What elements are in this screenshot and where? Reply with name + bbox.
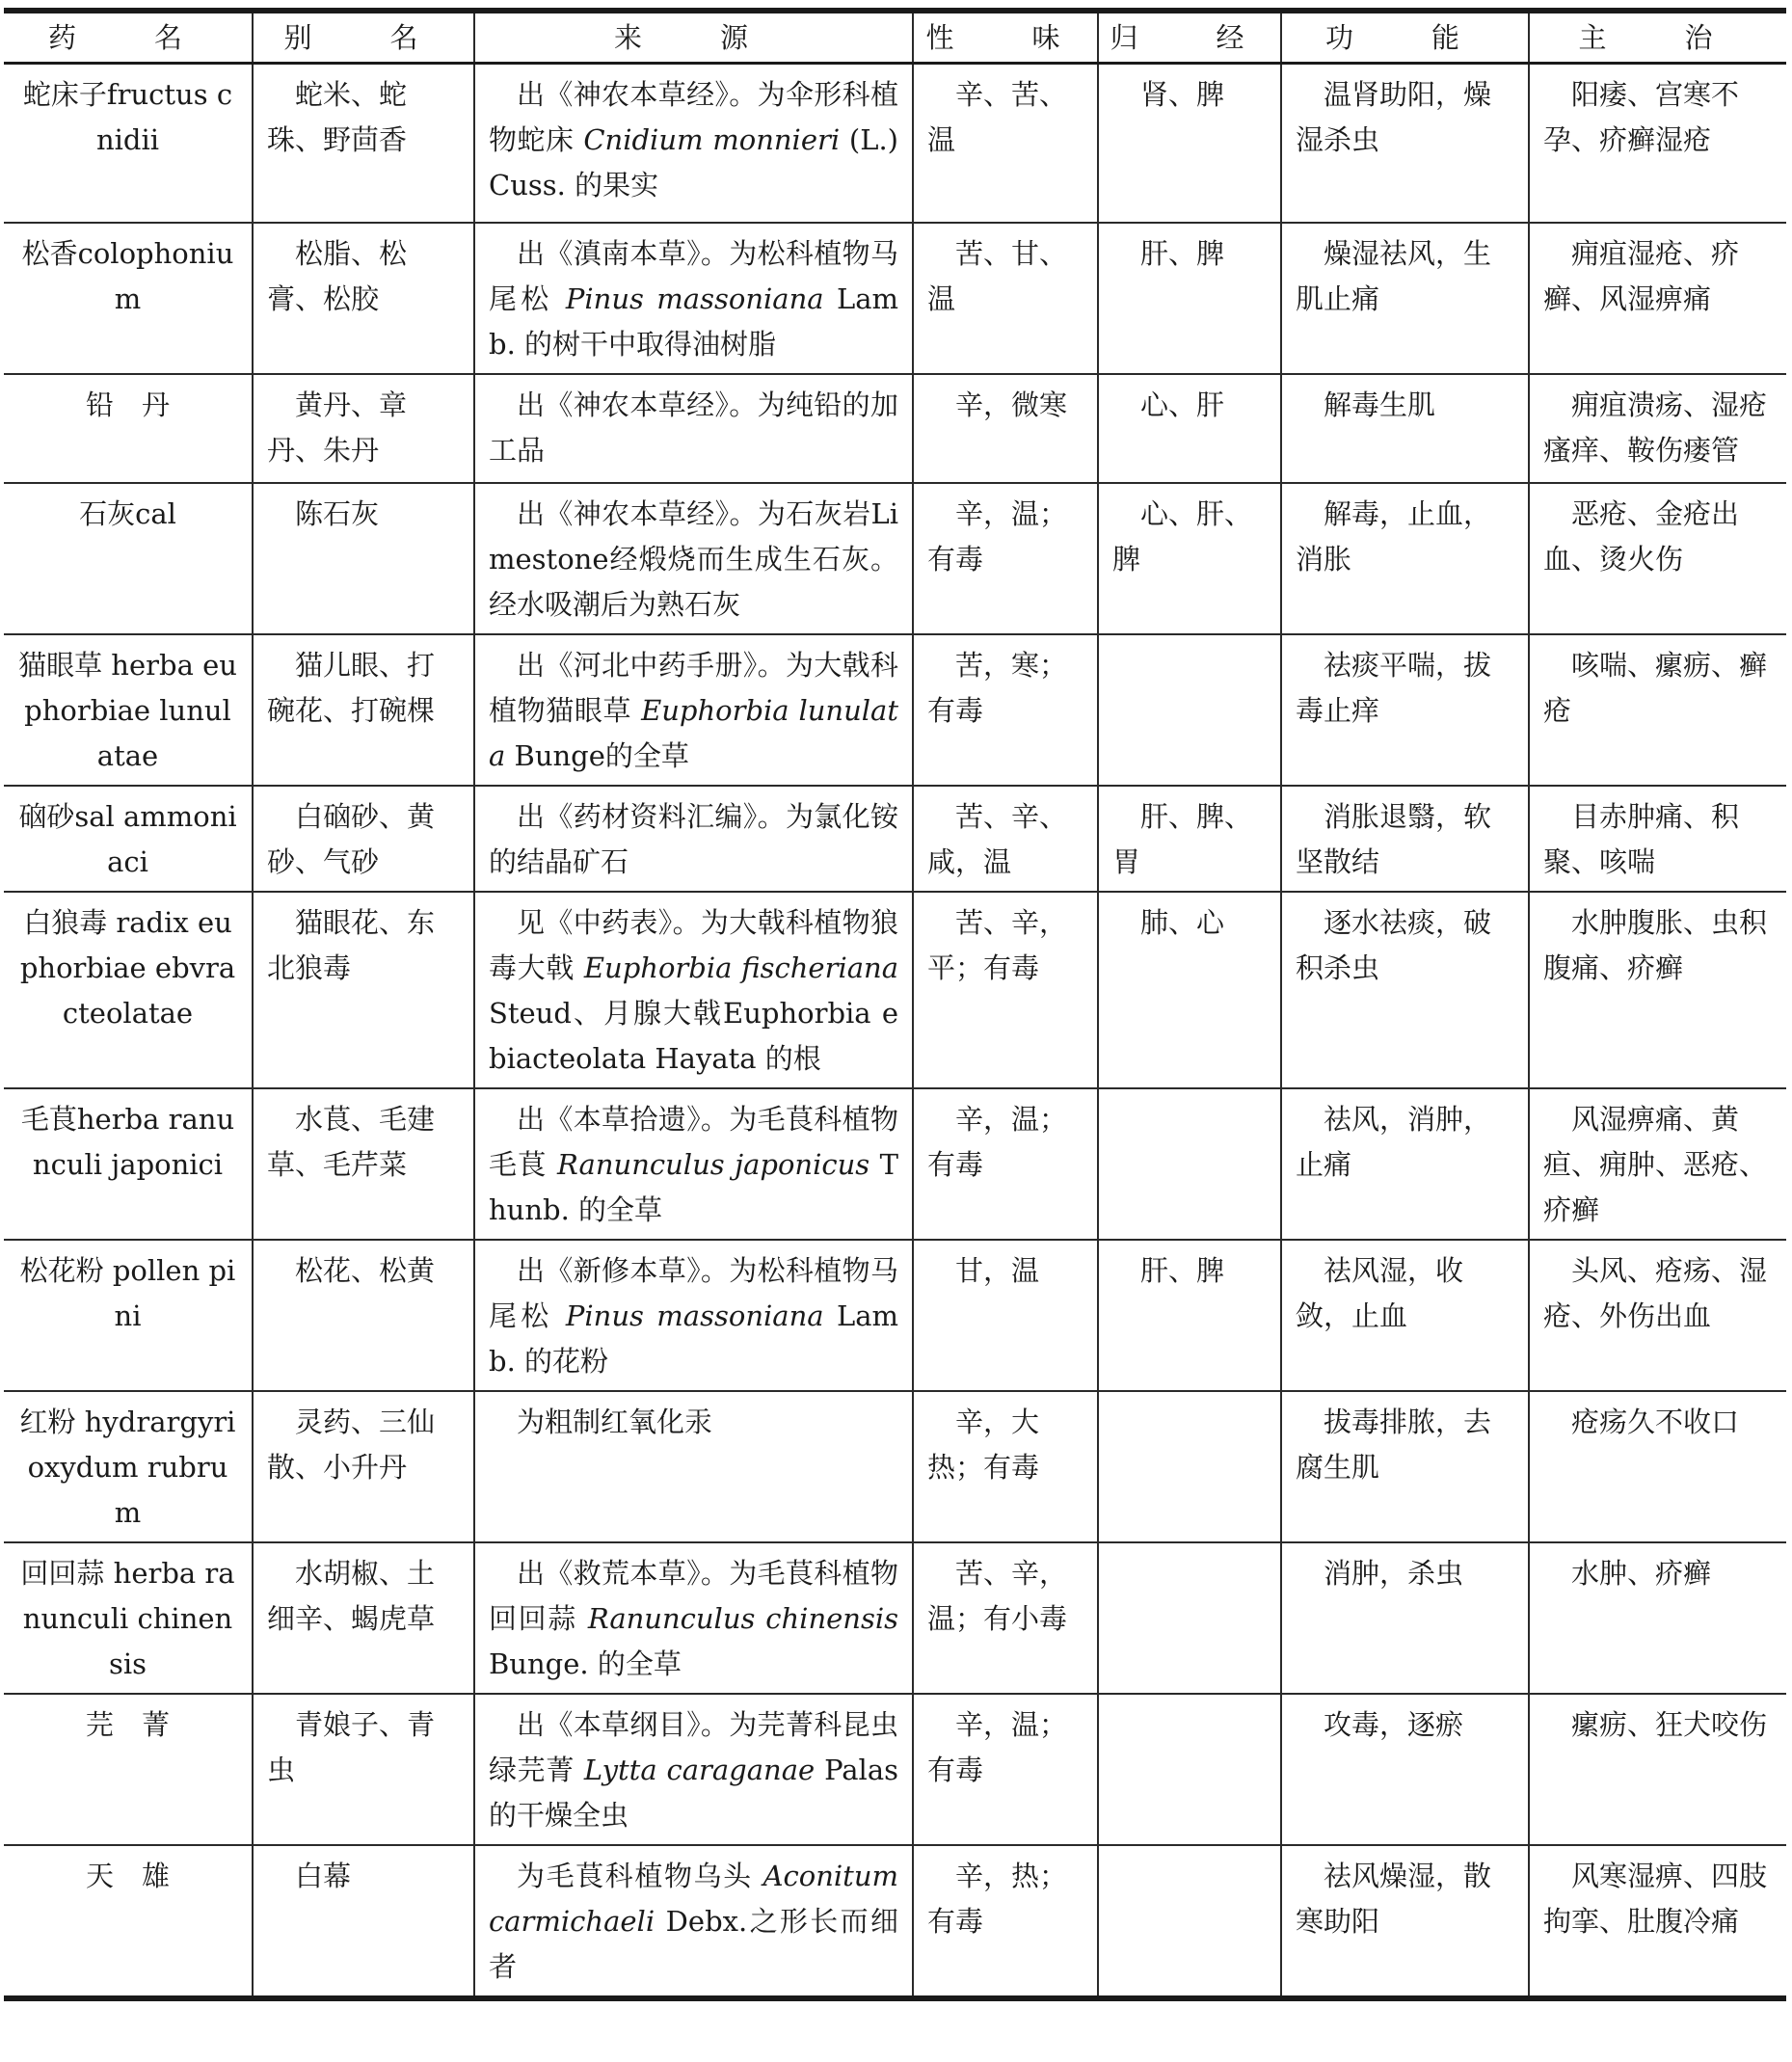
- herb-name-cell: 铅 丹: [4, 374, 253, 483]
- function-cell: 祛痰平喘，拔毒止痒: [1281, 634, 1529, 786]
- header-indication: 主 治: [1529, 11, 1786, 64]
- function-cell: 温肾助阳，燥湿杀虫: [1281, 64, 1529, 223]
- herb-name-cell: 红粉 hydrargyri oxydum rubrum: [4, 1391, 253, 1542]
- source-cell: [474, 1391, 913, 1542]
- meridian-cell: [1098, 1694, 1281, 1845]
- function-cell: 解毒生肌: [1281, 374, 1529, 483]
- indication-cell: 咳喘、瘰疬、癣疮: [1529, 634, 1786, 786]
- taste-cell: 辛，温；有毒: [913, 1088, 1098, 1240]
- meridian-cell: 肝、脾: [1098, 1240, 1281, 1391]
- source-post-text: Lamb. 的花粉: [489, 1299, 899, 1378]
- herb-name-cell: 石灰cal: [4, 483, 253, 634]
- source-pre-text: 出《新修本草》。为松科植物马尾松: [489, 1253, 898, 1332]
- indication-cell: 恶疮、金疮出血、烫火伤: [1529, 483, 1786, 634]
- table-row: [4, 483, 1786, 634]
- meridian-cell: [1098, 1391, 1281, 1542]
- header-meridian: 归 经: [1098, 11, 1281, 64]
- function-cell: 攻毒，逐瘀: [1281, 1694, 1529, 1845]
- herb-name-cell: 天 雄: [4, 1845, 253, 1998]
- herb-name-cell: 回回蒜 herba ranunculi chinensis: [4, 1542, 253, 1694]
- table-row: [4, 634, 1786, 786]
- taste-cell: 苦、辛、咸，温: [913, 786, 1098, 892]
- source-latin-text: Aconitum carmichaeli: [489, 1859, 898, 1938]
- herb-name-cell: 硇砂sal ammoniaci: [4, 786, 253, 892]
- source-cell: [474, 1845, 913, 1998]
- header-row: [4, 11, 1786, 64]
- source-latin-text: Cnidium monnieri: [583, 123, 841, 156]
- table-row: [4, 223, 1786, 374]
- header-name: 药 名: [4, 11, 253, 64]
- herb-name-cell: 蛇床子fructus cnidii: [4, 64, 253, 223]
- alias-cell: 蛇米、蛇珠、野茴香: [253, 64, 474, 223]
- herb-name-cell: 松花粉 pollen pini: [4, 1240, 253, 1391]
- taste-cell: 苦，寒；有毒: [913, 634, 1098, 786]
- source-cell: [474, 1542, 913, 1694]
- table-row: [4, 892, 1786, 1088]
- alias-cell: 灵药、三仙散、小升丹: [253, 1391, 474, 1542]
- taste-cell: 辛、苦、温: [913, 64, 1098, 223]
- indication-cell: 头风、疮疡、湿疮、外伤出血: [1529, 1240, 1786, 1391]
- meridian-cell: [1098, 1845, 1281, 1998]
- source-latin-text: Euphorbia lunulata: [489, 693, 898, 772]
- source-cell: [474, 223, 913, 374]
- source-pre-text: 出《滇南本草》。为松科植物马尾松: [489, 236, 898, 315]
- source-latin-text: Pinus massoniana: [565, 281, 824, 315]
- header-alias: 别 名: [253, 11, 474, 64]
- source-cell: [474, 483, 913, 634]
- meridian-cell: [1098, 1542, 1281, 1694]
- source-cell: [474, 1694, 913, 1845]
- table-row: [4, 374, 1786, 483]
- table-row: [4, 1845, 1786, 1998]
- indication-cell: 风湿痹痛、黄疸、痈肿、恶疮、疥癣: [1529, 1088, 1786, 1240]
- meridian-cell: [1098, 1088, 1281, 1240]
- meridian-cell: 心、肝、脾: [1098, 483, 1281, 634]
- herb-name-cell: 白狼毒 radix euphorbiae ebvracteolatae: [4, 892, 253, 1088]
- meridian-cell: 肺、心: [1098, 892, 1281, 1088]
- indication-cell: 目赤肿痛、积聚、咳喘: [1529, 786, 1786, 892]
- source-cell: [474, 634, 913, 786]
- table-row: [4, 1240, 1786, 1391]
- table-row: [4, 1542, 1786, 1694]
- source-pre-text: 出《本草拾遗》。为毛茛科植物毛茛: [489, 1102, 898, 1181]
- function-cell: 祛风湿，收敛，止血: [1281, 1240, 1529, 1391]
- alias-cell: 猫眼花、东北狼毒: [253, 892, 474, 1088]
- source-cell: [474, 786, 913, 892]
- source-pre-text: 为毛茛科植物乌头: [517, 1859, 753, 1892]
- function-cell: 消胀退翳，软坚散结: [1281, 786, 1529, 892]
- table-row: [4, 1694, 1786, 1845]
- taste-cell: 甘，温: [913, 1240, 1098, 1391]
- source-latin-text: Lytta caraganae: [583, 1753, 816, 1786]
- meridian-cell: [1098, 634, 1281, 786]
- function-cell: 解毒，止血，消胀: [1281, 483, 1529, 634]
- source-cell: [474, 1240, 913, 1391]
- source-cell: [474, 1088, 913, 1240]
- source-cell: [474, 374, 913, 483]
- source-pre-text: 出《神农本草经》。为石灰岩Limestone经煅烧而生成生石灰。经水吸潮后为熟石灰: [489, 496, 898, 621]
- meridian-cell: 肝、脾: [1098, 223, 1281, 374]
- indication-cell: 瘰疬、狂犬咬伤: [1529, 1694, 1786, 1845]
- herb-name-cell: 猫眼草 herba euphorbiae lunulatae: [4, 634, 253, 786]
- indication-cell: 水肿腹胀、虫积腹痛、疥癣: [1529, 892, 1786, 1088]
- source-cell: [474, 892, 913, 1088]
- source-pre-text: 出《神农本草经》。为纯铅的加工品: [489, 388, 898, 467]
- function-cell: 祛风，消肿，止痛: [1281, 1088, 1529, 1240]
- source-pre-text: 出《河北中药手册》。为大戟科植物猫眼草: [489, 648, 898, 727]
- alias-cell: 猫儿眼、打碗花、打碗棵: [253, 634, 474, 786]
- function-cell: 燥湿祛风，生肌止痛: [1281, 223, 1529, 374]
- source-pre-text: 出《药材资料汇编》。为氯化铵的结晶矿石: [489, 799, 898, 878]
- taste-cell: 辛，温；有毒: [913, 1694, 1098, 1845]
- alias-cell: 青娘子、青虫: [253, 1694, 474, 1845]
- function-cell: 拔毒排脓，去腐生肌: [1281, 1391, 1529, 1542]
- alias-cell: 陈石灰: [253, 483, 474, 634]
- header-source: 来 源: [474, 11, 913, 64]
- source-latin-text: Euphorbia fischeriana: [583, 951, 898, 984]
- source-post-text: Thunb. 的全草: [489, 1147, 899, 1226]
- alias-cell: 黄丹、章丹、朱丹: [253, 374, 474, 483]
- taste-cell: 辛，温；有毒: [913, 483, 1098, 634]
- indication-cell: 阳痿、宫寒不孕、疥癣湿疮: [1529, 64, 1786, 223]
- source-pre-text: 出《神农本草经》。为伞形科植物蛇床: [489, 78, 898, 156]
- taste-cell: 辛，微寒: [913, 374, 1098, 483]
- table-row: [4, 1088, 1786, 1240]
- source-latin-text: Ranunculus japonicus: [557, 1147, 870, 1181]
- indication-cell: 风寒湿痹、四肢拘挛、肚腹冷痛: [1529, 1845, 1786, 1998]
- herb-table: [4, 8, 1786, 2001]
- taste-cell: 苦、辛，平；有毒: [913, 892, 1098, 1088]
- function-cell: 祛风燥湿，散寒助阳: [1281, 1845, 1529, 1998]
- indication-cell: 痈疽溃疡、湿疮瘙痒、鞍伤瘘管: [1529, 374, 1786, 483]
- table-row: [4, 64, 1786, 223]
- indication-cell: 疮疡久不收口: [1529, 1391, 1786, 1542]
- source-pre-text: 出《本草纲目》。为芫菁科昆虫绿芫菁: [489, 1707, 898, 1786]
- source-latin-text: Ranunculus chinensis: [587, 1601, 898, 1635]
- source-post-text: Steud、月腺大戟Euphorbia ebiacteolata Hayata 的根: [489, 996, 898, 1075]
- table-row: [4, 786, 1786, 892]
- indication-cell: 水肿、疥癣: [1529, 1542, 1786, 1694]
- source-pre-text: 见《中药表》。为大戟科植物狼毒大戟: [489, 905, 898, 984]
- taste-cell: 辛，热；有毒: [913, 1845, 1098, 1998]
- source-post-text: (L.) Cuss. 的果实: [489, 123, 898, 201]
- meridian-cell: 肾、脾: [1098, 64, 1281, 223]
- source-post-text: Bunge. 的全草: [489, 1647, 682, 1680]
- source-pre-text: 出《救荒本草》。为毛茛科植物回回蒜: [489, 1556, 898, 1635]
- header-taste: 性 味: [913, 11, 1098, 64]
- function-cell: 消肿，杀虫: [1281, 1542, 1529, 1694]
- taste-cell: 苦、甘、温: [913, 223, 1098, 374]
- herb-name-cell: 毛茛herba ranunculi japonici: [4, 1088, 253, 1240]
- alias-cell: 白硇砂、黄砂、气砂: [253, 786, 474, 892]
- source-cell: [474, 64, 913, 223]
- herb-name-cell: 松香colophonium: [4, 223, 253, 374]
- source-latin-text: Pinus massoniana: [565, 1299, 824, 1332]
- source-post-text: Bunge的全草: [514, 738, 689, 772]
- alias-cell: 白幕: [253, 1845, 474, 1998]
- source-post-text: Lamb. 的树干中取得油树脂: [489, 281, 899, 361]
- indication-cell: 痈疽湿疮、疥癣、风湿痹痛: [1529, 223, 1786, 374]
- herb-name-cell: 芫 菁: [4, 1694, 253, 1845]
- source-pre-text: 为粗制红氧化汞: [517, 1405, 713, 1438]
- taste-cell: 辛，大热；有毒: [913, 1391, 1098, 1542]
- function-cell: 逐水祛痰，破积杀虫: [1281, 892, 1529, 1088]
- header-function: 功 能: [1281, 11, 1529, 64]
- table-row: [4, 1391, 1786, 1542]
- source-post-text: Palas 的干燥全虫: [489, 1753, 899, 1832]
- meridian-cell: 肝、脾、胃: [1098, 786, 1281, 892]
- alias-cell: 松花、松黄: [253, 1240, 474, 1391]
- alias-cell: 松脂、松膏、松胶: [253, 223, 474, 374]
- alias-cell: 水胡椒、土细辛、蝎虎草: [253, 1542, 474, 1694]
- meridian-cell: 心、肝: [1098, 374, 1281, 483]
- source-post-text: Debx.之形长而细者: [489, 1904, 898, 1983]
- taste-cell: 苦、辛，温；有小毒: [913, 1542, 1098, 1694]
- alias-cell: 水茛、毛建草、毛芹菜: [253, 1088, 474, 1240]
